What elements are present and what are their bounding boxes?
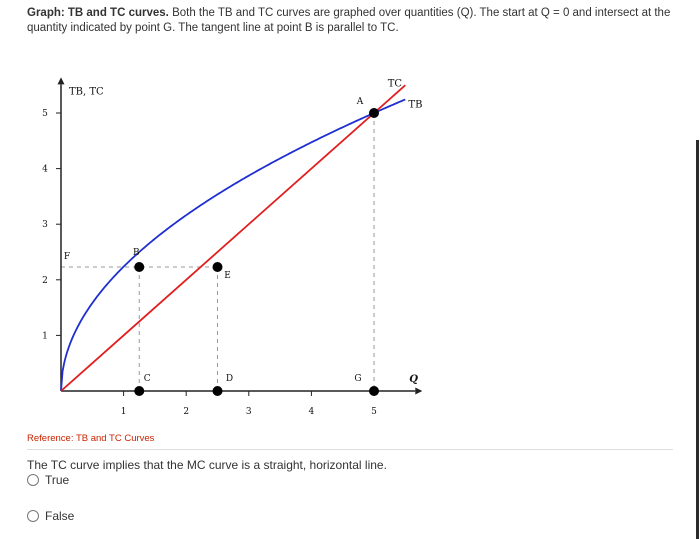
point-d-marker — [213, 386, 223, 396]
x-tick-label: 1 — [120, 407, 127, 417]
labels-layer — [64, 78, 423, 385]
point-a-marker — [369, 108, 379, 118]
point-d-label: D — [225, 374, 234, 384]
point-e-marker — [213, 262, 223, 272]
y-tick-label: 2 — [42, 275, 48, 286]
series-tc-label: TC — [387, 78, 403, 90]
header-title: Graph: TB and TC curves. — [27, 7, 169, 19]
point-a-label: A — [356, 97, 364, 107]
option-true[interactable] — [27, 473, 69, 487]
reference-text: Reference: TB and TC Curves — [27, 433, 155, 444]
false-radio[interactable] — [27, 510, 39, 522]
x-tick-label: 5 — [371, 407, 377, 417]
point-b-label: B — [132, 248, 140, 259]
series-tb-line — [61, 99, 405, 391]
point-g-label: G — [354, 374, 362, 384]
point-e-label: E — [224, 271, 231, 282]
y-tick-label: 4 — [42, 164, 48, 175]
point-c-label: C — [143, 374, 151, 384]
x-tick-label: 4 — [308, 407, 315, 417]
x-axis-arrow — [415, 388, 422, 395]
x-tick-label: 2 — [183, 407, 190, 417]
series-tb-label: TB — [408, 99, 423, 111]
false-label: False — [45, 509, 75, 523]
reference-divider — [27, 449, 673, 450]
option-false[interactable] — [27, 509, 74, 523]
true-radio[interactable] — [27, 474, 39, 486]
point-f-label: F — [63, 252, 71, 263]
header-text: Both the TB and TC curves are graphed over quantities (Q). The start at Q = 0 and intersect at the quantity indicated by point G. The tangent line at point B is parallel to TC. — [27, 7, 671, 34]
series-layer — [61, 85, 405, 391]
y-axis-arrow — [58, 77, 65, 84]
true-label: True — [45, 473, 70, 487]
x-tick-label: 3 — [245, 407, 252, 417]
x-axis-title: Q — [409, 374, 419, 385]
point-c-marker — [134, 386, 144, 396]
y-tick-label: 1 — [42, 331, 48, 342]
point-b-marker — [134, 262, 144, 272]
y-tick-label: 5 — [42, 109, 48, 119]
points-layer — [134, 108, 379, 396]
y-tick-label: 3 — [42, 220, 48, 231]
y-axis-title: TB, TC — [69, 86, 104, 98]
series-tc-line — [61, 85, 405, 391]
point-g-marker — [369, 386, 379, 396]
axes — [42, 77, 422, 417]
question-text: The TC curve implies that the MC curve is a straight, horizontal line. — [27, 458, 387, 472]
